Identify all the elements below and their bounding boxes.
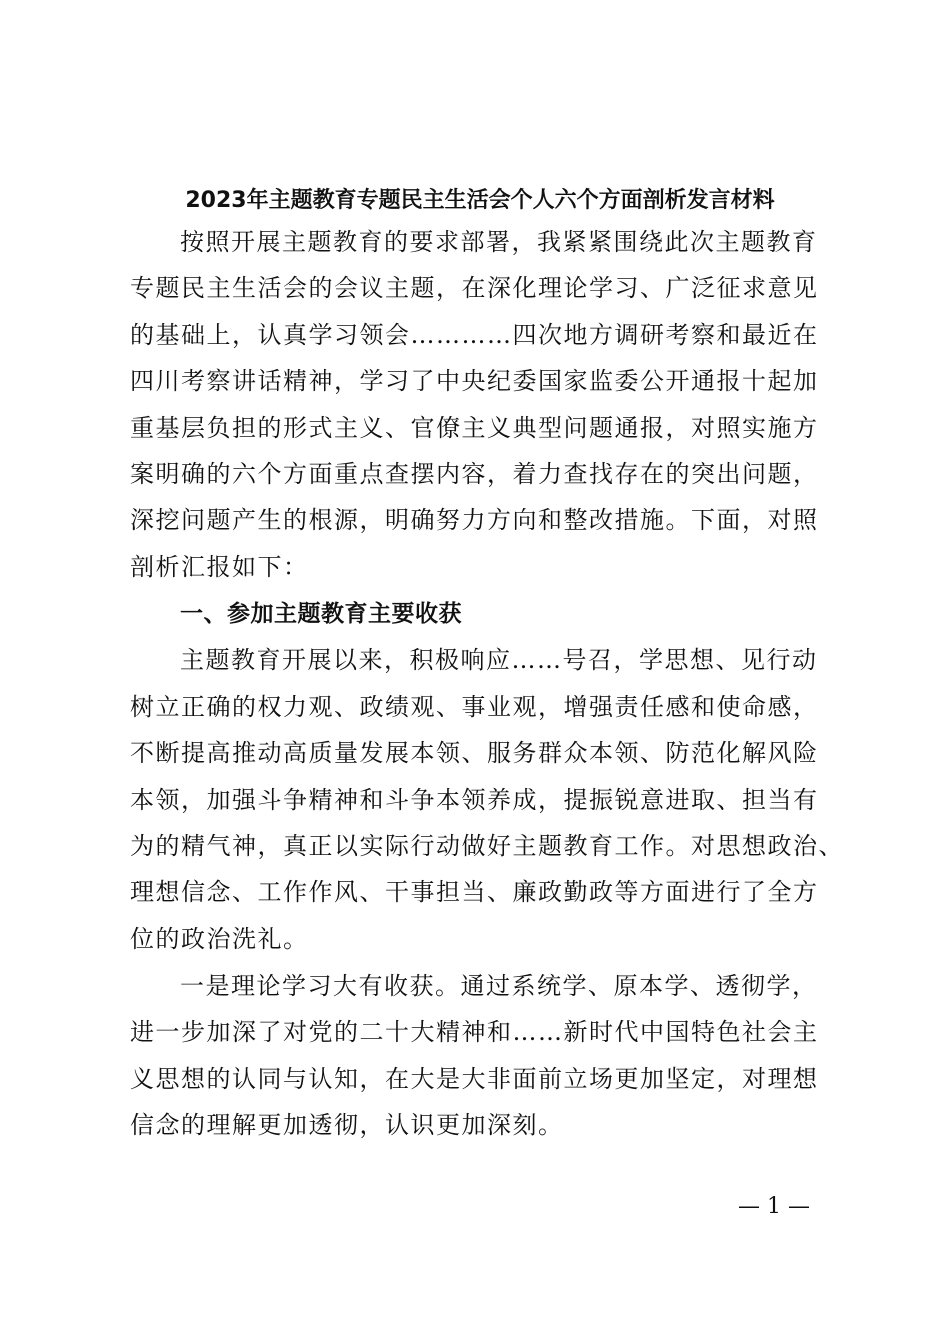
paragraph-line: 本领，加强斗争精神和斗争本领养成，提振锐意进取、担当有 xyxy=(130,786,819,814)
paragraph-line: 为的精气神，真正以实际行动做好主题教育工作。对思想政治、 xyxy=(130,832,844,860)
document-title: 2023年主题教育专题民主生活会个人六个方面剖析发言材料 xyxy=(185,188,775,213)
paragraph-line: 位的政治洗礼。 xyxy=(130,925,309,953)
paragraph-line: 进一步加深了对党的二十大精神和……新时代中国特色社会主 xyxy=(130,1018,819,1046)
paragraph-line: 按照开展主题教育的要求部署，我紧紧围绕此次主题教育 xyxy=(180,228,818,256)
paragraph-line: 的基础上，认真学习领会…………四次地方调研考察和最近在 xyxy=(130,321,819,349)
paragraph-line: 专题民主生活会的会议主题，在深化理论学习、广泛征求意见 xyxy=(130,274,819,302)
section-heading: 一、参加主题教育主要收获 xyxy=(180,601,462,627)
paragraph-line: 义思想的认同与认知，在大是大非面前立场更加坚定，对理想 xyxy=(130,1065,819,1093)
paragraph-line: 信念的理解更加透彻，认识更加深刻。 xyxy=(130,1111,564,1139)
paragraph-line: 一是理论学习大有收获。通过系统学、原本学、透彻学， xyxy=(180,972,818,1000)
paragraph-line: 主题教育开展以来，积极响应……号召，学思想、见行动 xyxy=(180,646,818,674)
paragraph-line: 不断提高推动高质量发展本领、服务群众本领、防范化解风险 xyxy=(130,739,819,767)
paragraph-line: 案明确的六个方面重点查摆内容，着力查找存在的突出问题， xyxy=(130,460,819,488)
page-number: — 1 — xyxy=(738,1194,810,1219)
paragraph-line: 树立正确的权力观、政绩观、事业观，增强责任感和使命感， xyxy=(130,693,819,721)
paragraph-line: 深挖问题产生的根源，明确努力方向和整改措施。下面，对照 xyxy=(130,506,819,534)
paragraph-line: 理想信念、工作作风、干事担当、廉政勤政等方面进行了全方 xyxy=(130,878,819,906)
paragraph-line: 重基层负担的形式主义、官僚主义典型问题通报，对照实施方 xyxy=(130,414,819,442)
paragraph-line: 四川考察讲话精神，学习了中央纪委国家监委公开通报十起加 xyxy=(130,367,819,395)
paragraph-line: 剖析汇报如下： xyxy=(130,553,309,581)
